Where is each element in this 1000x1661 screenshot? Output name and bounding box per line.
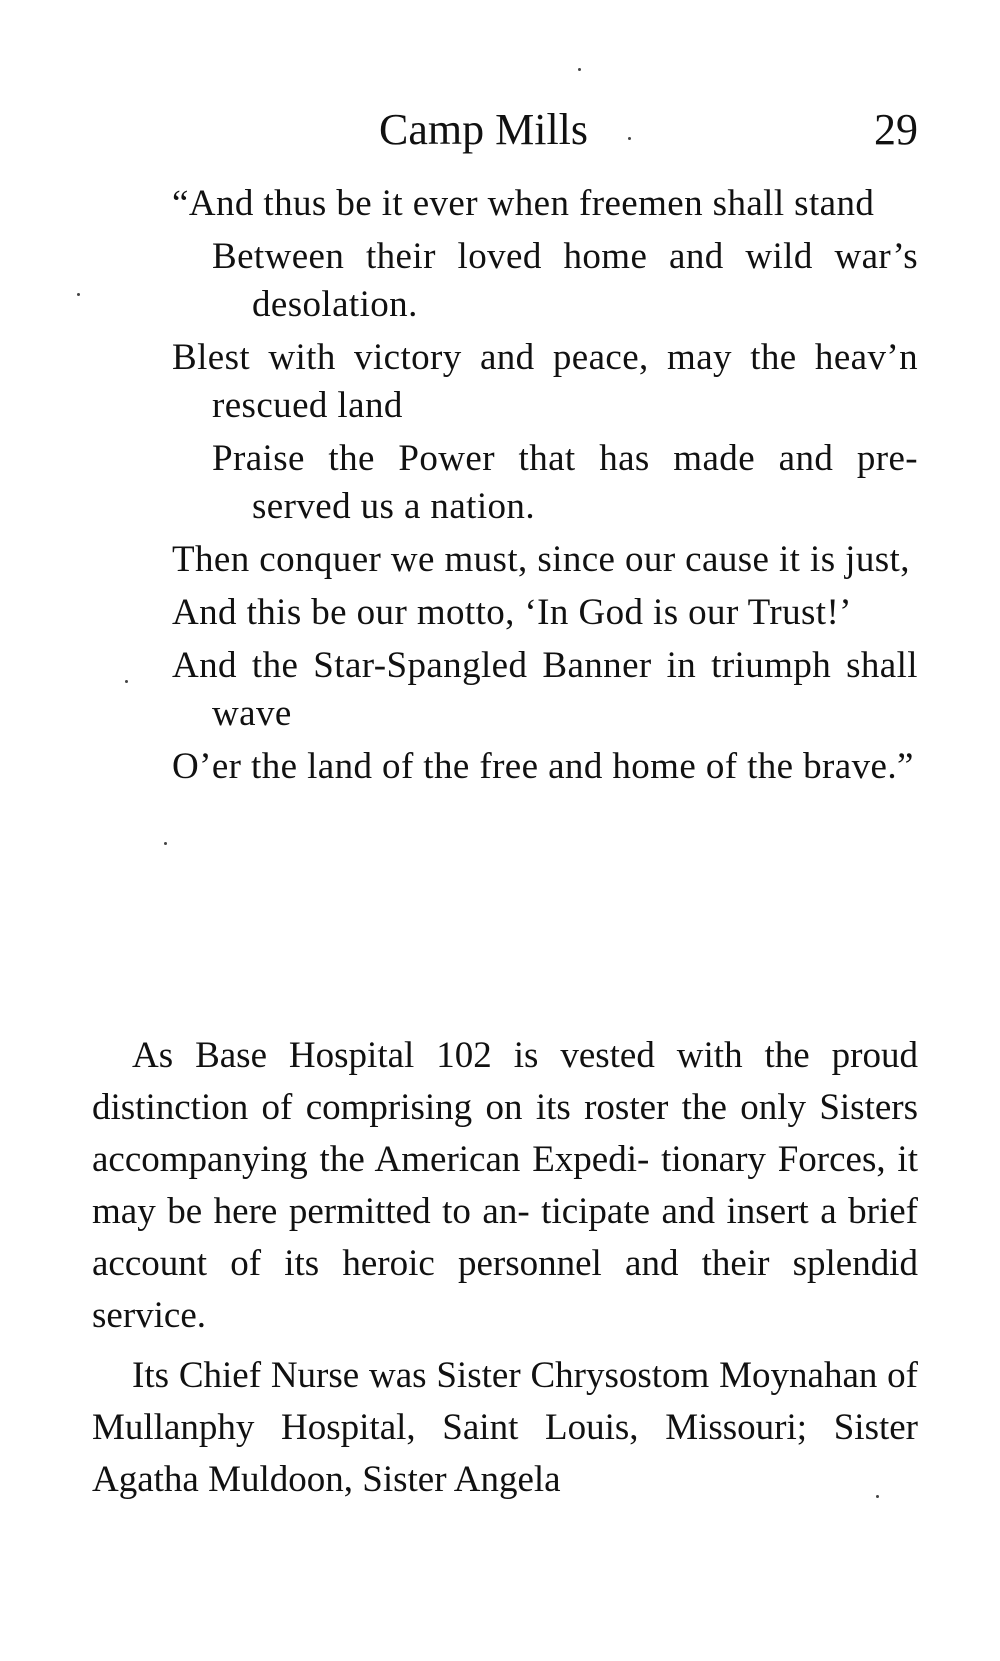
poem-line: And this be our motto, ‘In God is our Trust!’ <box>172 592 852 633</box>
print-speck <box>628 137 631 140</box>
body-text <box>92 1030 918 1514</box>
poem-line: Between their loved home and wild war’s desolation. <box>212 236 918 325</box>
poem-line: Praise the Power that has made and pre- served us a nation. <box>212 438 918 527</box>
poem-stanza <box>172 180 918 796</box>
running-title: Camp Mills <box>379 105 589 154</box>
page-number: 29 <box>874 105 918 154</box>
poem-line: Blest with victory and peace, may the heav’n rescued land <box>172 337 918 426</box>
poem-line: And the Star-Spangled Banner in triumph shall wave <box>172 645 918 734</box>
print-speck <box>77 293 80 296</box>
print-speck <box>578 68 581 71</box>
print-speck <box>125 680 128 683</box>
print-speck <box>876 1495 879 1498</box>
paragraph: Its Chief Nurse was Sister Chrysostom Moynahan of Mullanphy Hospital, Saint Louis, Missouri; Sister Agatha Muldoon, Sister Angela <box>92 1355 918 1500</box>
paragraph: As Base Hospital 102 is vested with the proud distinction of comprising on its roster the only Sisters accompanying the American Expedi- tionary Forces, it may be here permitted to an- ticipate and insert a brief account of its heroic personnel and their splendid service. <box>92 1035 918 1336</box>
print-speck <box>164 842 167 845</box>
poem-line: O’er the land of the free and home of the brave.” <box>172 746 914 787</box>
poem-line: “And thus be it ever when freemen shall stand <box>172 183 875 224</box>
running-head <box>92 100 918 160</box>
poem-line: Then conquer we must, since our cause it is just, <box>172 539 910 580</box>
